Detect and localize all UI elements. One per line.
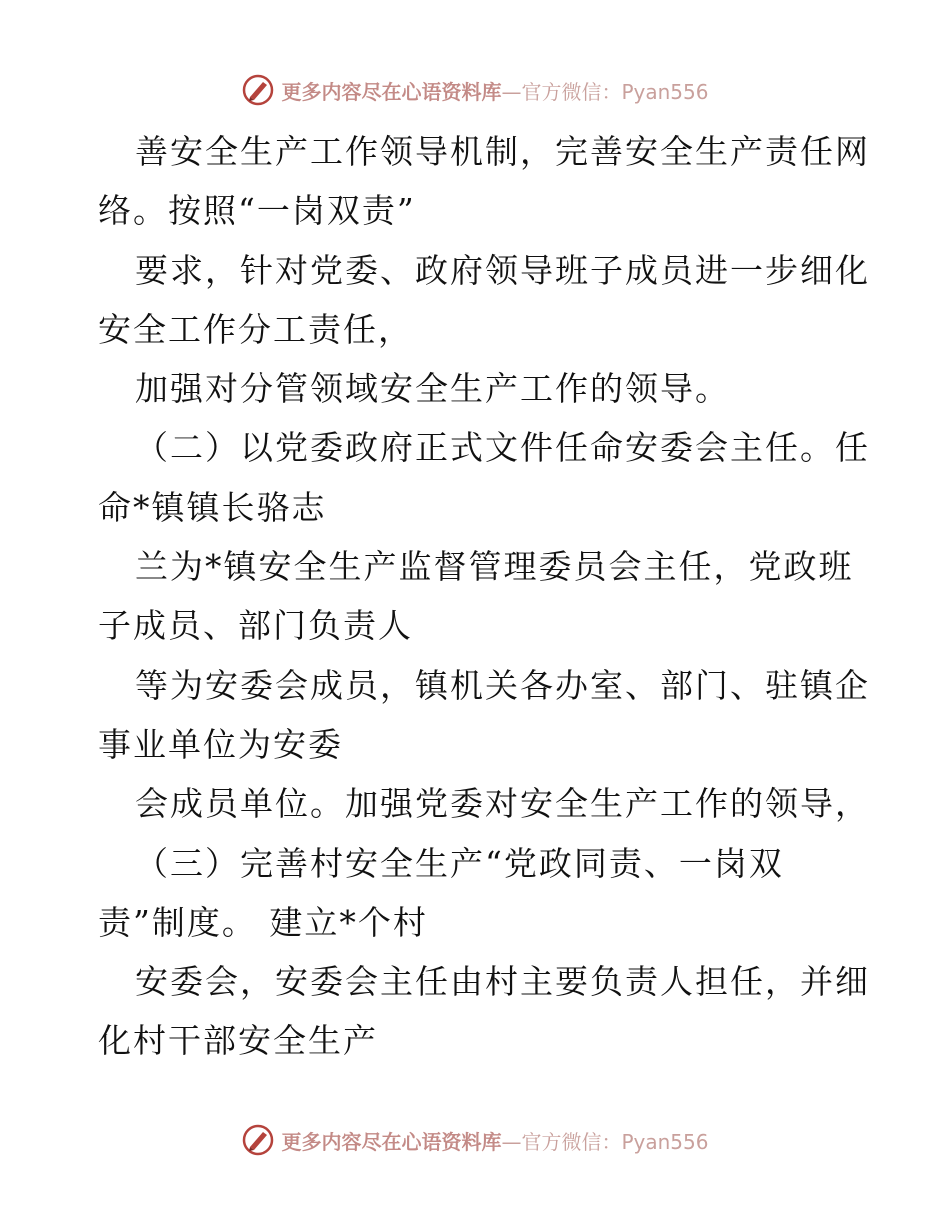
- document-body: [98, 122, 870, 1071]
- watermark-brand: 更多内容尽在心语资料库: [281, 79, 502, 104]
- body-line: 命*镇镇长骆志: [98, 487, 327, 527]
- header-watermark: [0, 70, 950, 110]
- body-line: 要求，针对党委、政府领导班子成员进一步细化: [135, 250, 870, 290]
- watermark-separator: —: [501, 79, 522, 104]
- pen-circle-logo-icon: [241, 73, 275, 107]
- watermark-text: [281, 76, 708, 105]
- footer-watermark: [0, 1120, 950, 1160]
- body-line: 责”制度。 建立*个村: [98, 902, 428, 942]
- body-line: 加强对分管领域安全生产工作的领导。: [135, 369, 730, 409]
- watermark-text: [281, 1126, 708, 1155]
- body-line: 安委会，安委会主任由村主要负责人担任，并细: [135, 962, 870, 1002]
- body-line: 安全工作分工责任，: [98, 309, 413, 349]
- body-line: 子成员、部门负责人: [98, 606, 413, 646]
- body-line: 善安全生产工作领导机制，完善安全生产责任网: [135, 132, 870, 171]
- watermark-brand: 更多内容尽在心语资料库: [281, 1129, 502, 1154]
- body-line: 兰为*镇安全生产监督管理委员会主任，党政班: [135, 547, 854, 587]
- watermark-separator: —: [501, 1129, 522, 1154]
- watermark-wechat: 官方微信：Pyan556: [521, 79, 709, 104]
- body-line: （二）以党委政府正式文件任命安委会主任。任: [135, 428, 870, 468]
- body-line: 化村干部安全生产: [98, 1021, 378, 1061]
- body-line: 络。按照“一岗双责”: [98, 191, 416, 231]
- pen-circle-logo-icon: [241, 1123, 275, 1157]
- body-line: 等为安委会成员，镇机关各办室、部门、驻镇企: [135, 665, 870, 705]
- watermark-wechat: 官方微信：Pyan556: [521, 1129, 709, 1154]
- body-line: （三）完善村安全生产“党政同责、一岗双: [135, 843, 784, 883]
- body-line: 事业单位为安委: [98, 724, 343, 764]
- body-line: 会成员单位。加强党委对安全生产工作的领导，: [135, 784, 870, 824]
